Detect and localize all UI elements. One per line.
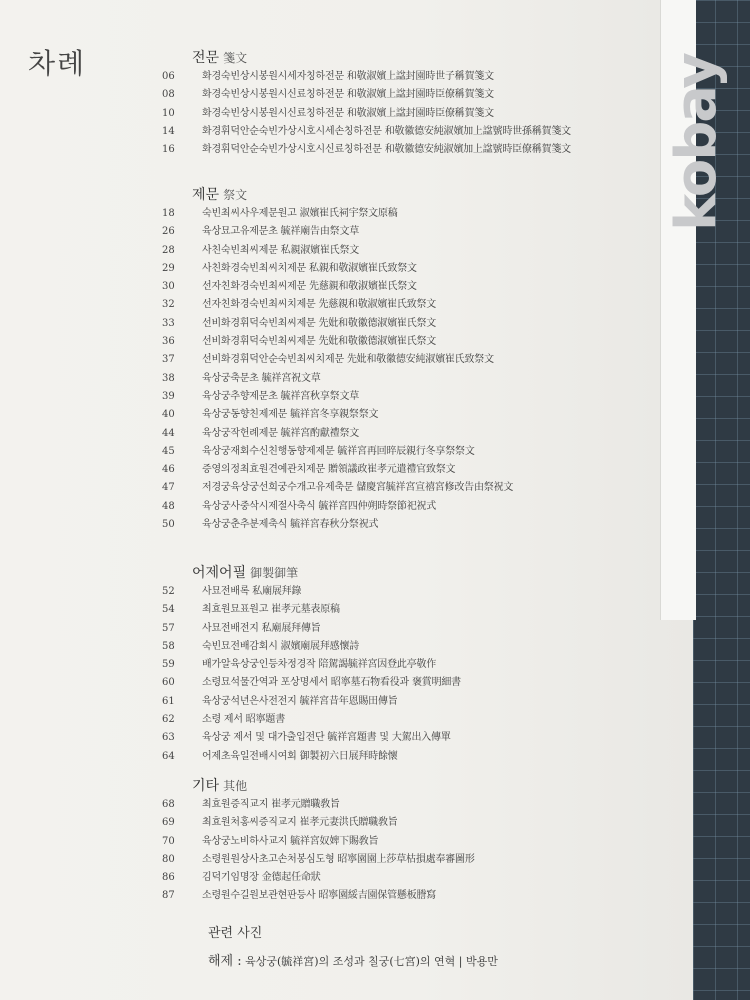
toc-entry [162, 351, 662, 369]
entry-page-number: 30 [162, 281, 175, 293]
toc-entry [162, 814, 662, 832]
toc-entry [162, 223, 662, 241]
toc-entry [162, 620, 662, 638]
entry-page-number: 50 [162, 519, 175, 531]
toc-entry [162, 443, 662, 461]
section-title: 어제어필 [192, 565, 247, 581]
entry-title: 선비화경휘덕숙빈최씨제문 先妣和敬徽德淑嬪崔氏祭文 [202, 317, 437, 329]
entry-title: 선비화경휘덕안순숙빈최씨치제문 先妣和敬徽德安純淑嬪崔氏致祭文 [202, 354, 494, 366]
toc-entry [162, 105, 662, 123]
entry-title: 증영의정최효원견예관치제문 贈領議政崔孝元遣禮官致祭文 [202, 464, 456, 476]
entry-title: 사친숙빈최씨제문 私親淑嬪崔氏祭文 [202, 244, 360, 256]
toc-entry [162, 278, 662, 296]
entry-title: 육상묘고유제문초 毓祥廟告由祭文草 [202, 226, 360, 238]
entry-page-number: 38 [162, 372, 175, 384]
entry-title: 육상궁사중삭시제절사축식 毓祥宮四仲朔時祭節祀祝式 [202, 500, 437, 512]
entry-page-number: 33 [162, 317, 175, 329]
entry-page-number: 86 [162, 872, 175, 884]
toc-entry [162, 674, 662, 692]
toc-entry [162, 583, 662, 601]
toc-entry [162, 711, 662, 729]
section-heading [192, 776, 662, 796]
entry-page-number: 58 [162, 640, 175, 652]
entry-page-number: 08 [162, 89, 175, 101]
section-heading [192, 185, 662, 205]
toc-entry [162, 516, 662, 534]
section-jeonmun [162, 48, 662, 159]
toc-entry [162, 656, 662, 674]
related-photos-heading: 관련 사진 [208, 926, 263, 941]
haeje-label: 해제 : [208, 954, 242, 969]
toc-entry [162, 887, 662, 905]
toc-entry [162, 242, 662, 260]
entry-page-number: 10 [162, 107, 175, 119]
entry-title: 육상궁추향제문초 毓祥宮秋享祭文草 [202, 390, 360, 402]
entry-page-number: 44 [162, 427, 175, 439]
entry-title: 최효원처홍씨증직교지 崔孝元妻洪氏贈職敎旨 [202, 817, 398, 829]
entry-page-number: 48 [162, 500, 175, 512]
entry-title: 선자친화경숙빈최씨제문 先慈親和敬淑嬪崔氏祭文 [202, 281, 417, 293]
haeje-text: 육상궁(毓祥宮)의 조성과 칠궁(七宮)의 연혁 | 박용만 [245, 955, 498, 968]
entry-page-number: 32 [162, 299, 175, 311]
entry-page-number: 57 [162, 622, 175, 634]
entry-page-number: 39 [162, 390, 175, 402]
entry-title: 화경숙빈상시봉원시신료칭하전문 和敬淑嬪上諡封園時臣僚稱賀箋文 [202, 89, 494, 101]
entry-page-number: 54 [162, 604, 175, 616]
section-gita [162, 776, 662, 906]
entry-page-number: 46 [162, 464, 175, 476]
entry-page-number: 63 [162, 732, 175, 744]
entry-title: 소령 제서 昭寧題書 [202, 714, 285, 726]
haeje-line [208, 950, 498, 969]
toc-title: 차례 [28, 47, 87, 80]
toc-entry [162, 370, 662, 388]
entry-title: 저경궁육상궁선희궁수개고유제축문 儲慶宮毓祥宮宣禧宮修改告由祭祝文 [202, 482, 514, 494]
entry-page-number: 68 [162, 799, 175, 810]
entry-title: 육상궁석년은사전전지 毓祥宮昔年恩賜田傳旨 [202, 695, 398, 707]
toc-entry [162, 833, 662, 851]
section-title-hanja: 祭文 [223, 188, 248, 202]
entry-title: 육상궁춘추분제축식 毓祥宮春秋分祭祝式 [202, 519, 379, 531]
entry-page-number: 80 [162, 853, 175, 865]
entry-page-number: 18 [162, 208, 175, 219]
entry-page-number: 47 [162, 482, 175, 494]
toc-entry [162, 479, 662, 497]
entry-title: 선비화경휘덕숙빈최씨제문 先妣和敬徽德淑嬪崔氏祭文 [202, 336, 437, 348]
entry-page-number: 52 [162, 586, 175, 597]
toc-entry [162, 68, 662, 86]
entry-title: 화경휘덕안순숙빈가상시호시세손칭하전문 和敬徽德安純淑嬪加上諡號時世孫稱賀箋文 [202, 125, 571, 137]
entry-title: 육상궁노비하사교지 毓祥宮奴婢下賜敎旨 [202, 835, 379, 847]
entry-title: 김덕기임명장 金德起任命狀 [202, 872, 321, 884]
section-title-hanja: 其他 [223, 779, 248, 793]
entry-page-number: 37 [162, 354, 175, 366]
spine-logo-text: kobay [664, 54, 729, 231]
entry-title: 숙빈묘전배감회시 淑嬪廟展拜感懷詩 [202, 640, 360, 652]
entry-page-number: 36 [162, 336, 175, 348]
toc-entry [162, 748, 662, 766]
entry-title: 어제초육일전배시여회 御製初六日展拜時餘懷 [202, 750, 398, 762]
toc-entry [162, 296, 662, 314]
entry-title: 선자친화경숙빈최씨치제문 先慈親和敬淑嬪崔氏致祭文 [202, 299, 437, 311]
entry-title: 사친화경숙빈최씨치제문 私親和敬淑嬪崔氏致祭文 [202, 262, 417, 274]
toc-entry [162, 333, 662, 351]
toc-entry [162, 315, 662, 333]
section-title-hanja: 箋文 [223, 51, 248, 65]
entry-page-number: 28 [162, 244, 175, 256]
entry-title: 사묘전배전지 私廟展拜傳旨 [202, 622, 321, 634]
section-title: 제문 [192, 187, 220, 203]
toc-entry [162, 388, 662, 406]
entry-page-number: 59 [162, 659, 175, 671]
toc-entry [162, 425, 662, 443]
entry-page-number: 16 [162, 144, 175, 156]
toc-entry [162, 406, 662, 424]
section-title-hanja: 御製御筆 [250, 566, 299, 580]
section-title: 전문 [192, 50, 220, 66]
section-title: 기타 [192, 778, 220, 794]
toc-entry [162, 141, 662, 159]
entry-page-number: 29 [162, 262, 175, 274]
toc-entry [162, 86, 662, 104]
entry-page-number: 70 [162, 835, 175, 847]
section-heading [192, 48, 662, 68]
entry-title: 소령원원상사초고손처봉심도형 昭寧園園上莎草枯損處奉審圖形 [202, 853, 475, 865]
entry-title: 육상궁 제서 및 대가출입전단 毓祥宮題書 및 大駕出入傳單 [202, 732, 451, 744]
toc-entry [162, 205, 662, 223]
entry-title: 소령묘석물간역과 포상명세서 昭寧墓石物看役과 褒賞明細書 [202, 677, 461, 689]
entry-page-number: 61 [162, 695, 175, 707]
entry-title: 최효원증직교지 崔孝元贈職敎旨 [202, 799, 340, 810]
section-jemun [162, 185, 662, 534]
entry-page-number: 60 [162, 677, 175, 689]
toc-entry [162, 498, 662, 516]
entry-title: 최효원묘표원고 崔孝元墓表原稿 [202, 604, 340, 616]
entry-title: 소령원수길원보관현판등사 昭寧園綏吉園保管懸板謄寫 [202, 890, 437, 902]
entry-title: 육상궁동향친제제문 毓祥宮冬享親祭祭文 [202, 409, 379, 421]
section-eoje-eopil [162, 563, 662, 766]
entry-page-number: 14 [162, 125, 175, 137]
entry-page-number: 62 [162, 714, 175, 726]
toc-entry [162, 796, 662, 814]
section-heading [192, 563, 662, 583]
entry-title: 화경숙빈상시봉원시세자칭하전문 和敬淑嬪上諡封園時世子稱賀箋文 [202, 71, 494, 82]
entry-title: 화경숙빈상시봉원시신료칭하전문 和敬淑嬪上諡封園時臣僚稱賀箋文 [202, 107, 494, 119]
entry-title: 육상궁재회수신친행동향제제문 毓祥宮再回晬辰親行冬享祭祭文 [202, 445, 475, 457]
entry-page-number: 40 [162, 409, 175, 421]
toc-entry [162, 638, 662, 656]
toc-entry [162, 123, 662, 141]
entry-page-number: 26 [162, 226, 175, 238]
entry-page-number: 45 [162, 445, 175, 457]
entry-title: 육상궁축문초 毓祥宮祝文草 [202, 372, 321, 384]
entry-page-number: 06 [162, 71, 175, 82]
toc-entry [162, 260, 662, 278]
toc-entry [162, 461, 662, 479]
entry-page-number: 69 [162, 817, 175, 829]
entry-title: 숙빈최씨사우제문원고 淑嬪崔氏祠宇祭文原稿 [202, 208, 398, 219]
entry-page-number: 64 [162, 750, 175, 762]
entry-title: 화경휘덕안순숙빈가상시호시신료칭하전문 和敬徽德安純淑嬪加上諡號時臣僚稱賀箋文 [202, 144, 571, 156]
toc-entry [162, 601, 662, 619]
toc-entry [162, 851, 662, 869]
entry-page-number: 87 [162, 890, 175, 902]
toc-entry [162, 693, 662, 711]
entry-title: 사묘전배록 私廟展拜錄 [202, 586, 302, 597]
toc-entry [162, 869, 662, 887]
toc-entry [162, 729, 662, 747]
entry-title: 육상궁작헌례제문 毓祥宮酌獻禮祭文 [202, 427, 360, 439]
entry-title: 배가알육상궁인등차정경작 陪駕謁毓祥宮因登此亭敬作 [202, 659, 437, 671]
